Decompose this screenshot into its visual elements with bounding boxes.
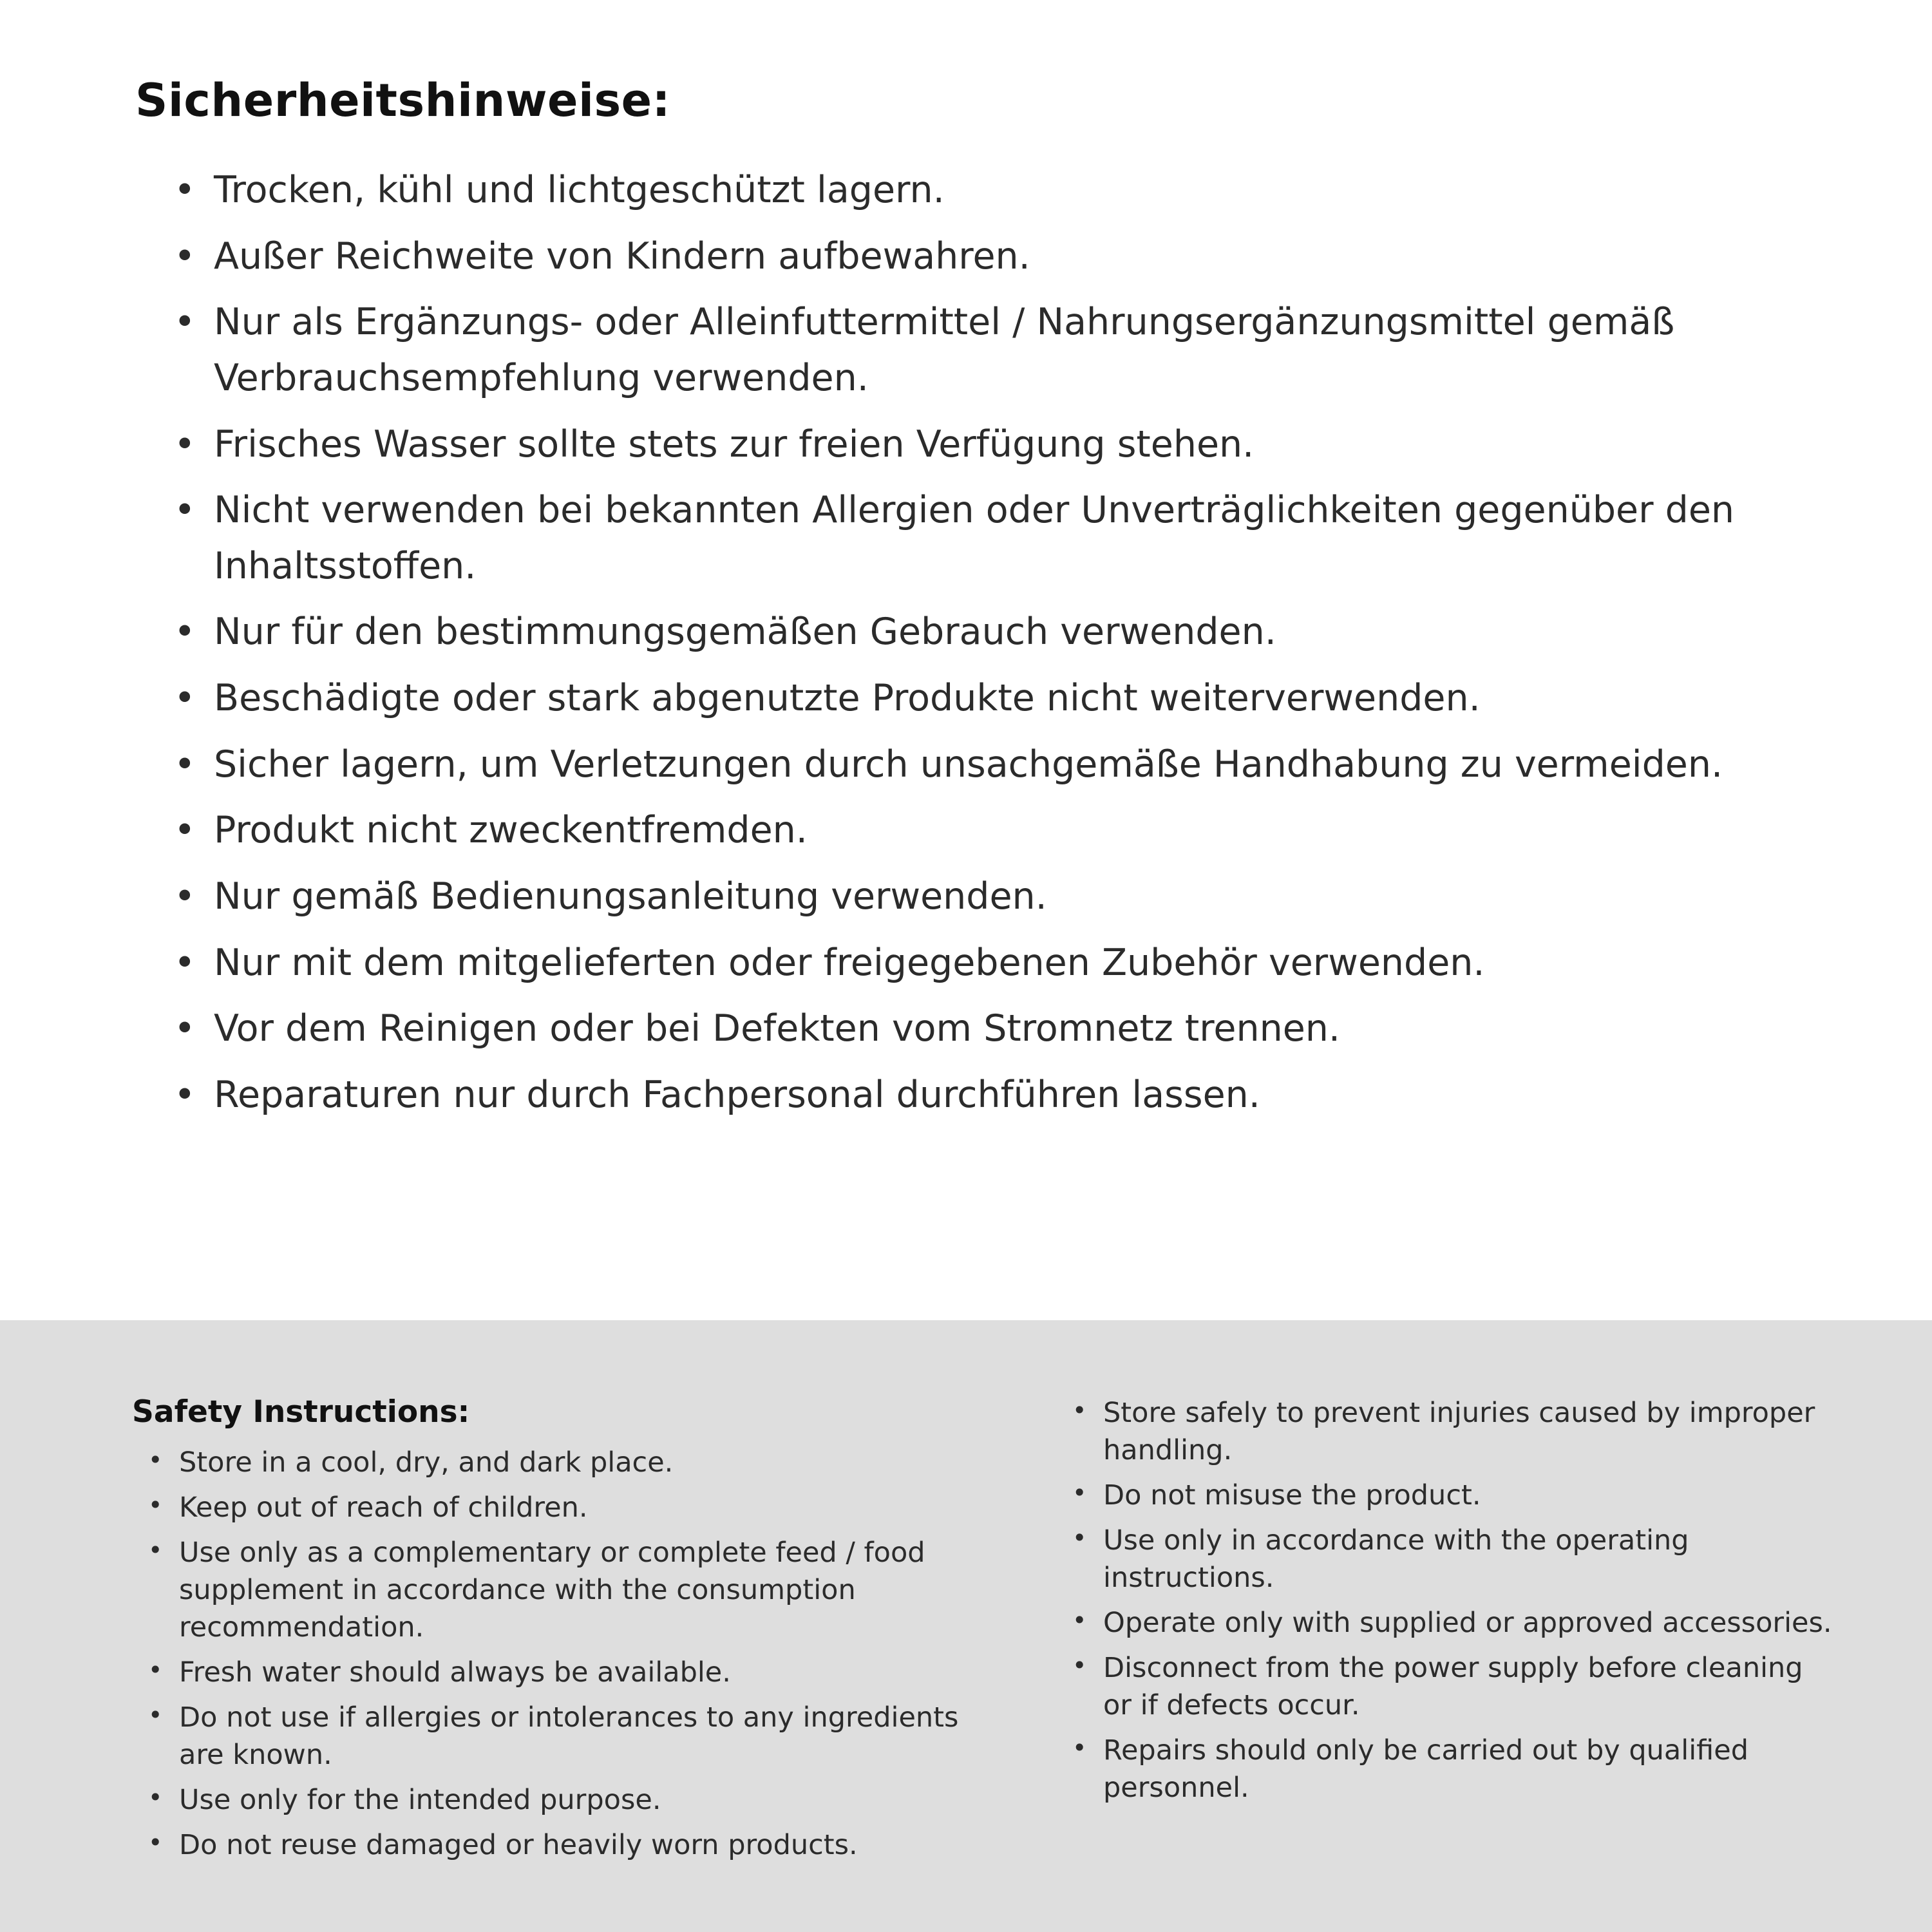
english-safety-list-right <box>1072 1394 1835 1806</box>
german-list-item: • Produkt nicht zweckentfremden. <box>174 802 1829 858</box>
german-list-item: • Nur gemäß Bedienungsanleitung verwenden. <box>174 869 1829 925</box>
english-list-item: • Store safely to prevent injuries caused by improper handling. <box>1072 1394 1835 1469</box>
english-list-item: • Use only for the intended purpose. <box>148 1781 1001 1819</box>
english-list-item: • Operate only with supplied or approved accessories. <box>1072 1604 1835 1642</box>
german-list-item: • Reparaturen nur durch Fachpersonal durchführen lassen. <box>174 1067 1829 1123</box>
english-list-item: • Use only in accordance with the operating instructions. <box>1072 1522 1835 1596</box>
german-list-item: • Nur als Ergänzungs- oder Alleinfuttermittel / Nahrungsergänzungsmittel gemäß Verbrauchsempfehlung verwenden. <box>174 294 1829 406</box>
german-safety-list <box>135 162 1829 1122</box>
english-section <box>0 1320 1932 1932</box>
german-list-item: • Nur für den bestimmungsgemäßen Gebrauch verwenden. <box>174 604 1829 660</box>
english-list-item: • Repairs should only be carried out by qualified personnel. <box>1072 1732 1835 1806</box>
german-section-title: Sicherheitshinweise: <box>135 74 671 127</box>
english-list-item: • Do not reuse damaged or heavily worn products. <box>148 1826 1001 1864</box>
german-list-item: • Frisches Wasser sollte stets zur freien Verfügung stehen. <box>174 417 1829 473</box>
german-list-item: • Trocken, kühl und lichtgeschützt lagern. <box>174 162 1829 218</box>
german-list-item: • Sicher lagern, um Verletzungen durch unsachgemäße Handhabung zu vermeiden. <box>174 737 1829 793</box>
english-list-item: • Do not misuse the product. <box>1072 1477 1835 1514</box>
english-list-item: • Keep out of reach of children. <box>148 1489 1001 1526</box>
english-left-column <box>132 1394 1001 1871</box>
english-list-item: • Fresh water should always be available. <box>148 1654 1001 1691</box>
english-right-column <box>1072 1394 1835 1814</box>
german-list-item: • Außer Reichweite von Kindern aufbewahren. <box>174 229 1829 285</box>
german-list-item: • Vor dem Reinigen oder bei Defekten vom Stromnetz trennen. <box>174 1001 1829 1057</box>
english-safety-list-left <box>132 1444 1001 1864</box>
english-section-title: Safety Instructions: <box>132 1394 470 1430</box>
german-list-item: • Beschädigte oder stark abgenutzte Produkte nicht weiterverwenden. <box>174 670 1829 726</box>
english-list-item: • Use only as a complementary or complete feed / food supplement in accordance with the consumption recommendation. <box>148 1534 1001 1646</box>
english-list-item: • Disconnect from the power supply before cleaning or if defects occur. <box>1072 1649 1835 1724</box>
german-list-item: • Nicht verwenden bei bekannten Allergien oder Unverträglichkeiten gegenüber den Inhaltsstoffen. <box>174 482 1829 594</box>
english-list-item: • Store in a cool, dry, and dark place. <box>148 1444 1001 1481</box>
english-list-item: • Do not use if allergies or intolerances to any ingredients are known. <box>148 1699 1001 1774</box>
german-list-item: • Nur mit dem mitgelieferten oder freigegebenen Zubehör verwenden. <box>174 935 1829 991</box>
